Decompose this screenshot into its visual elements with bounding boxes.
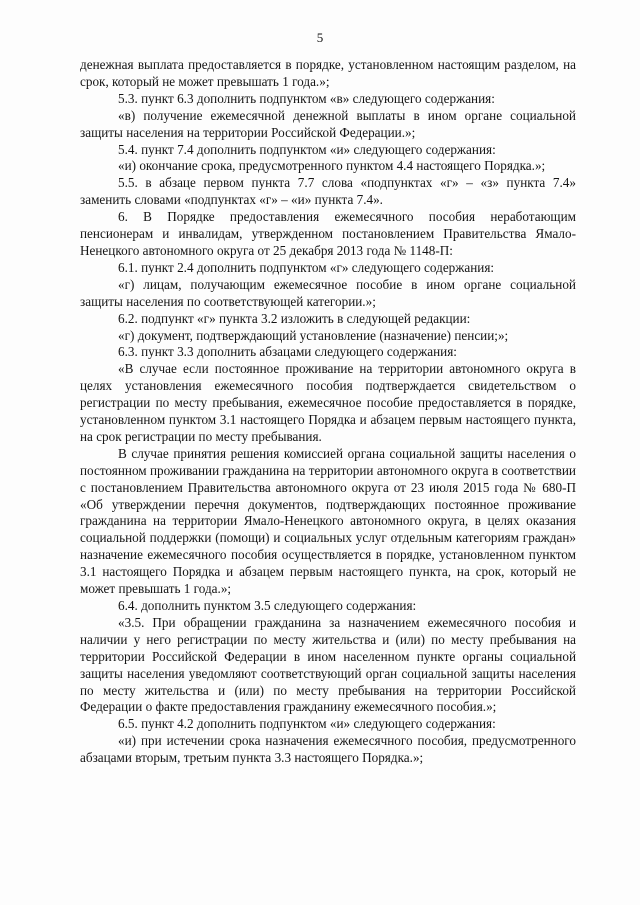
paragraph: 5.3. пункт 6.3 дополнить подпунктом «в» следующего содержания: xyxy=(118,90,495,106)
paragraph: 5.4. пункт 7.4 дополнить подпунктом «и» следующего содержания: xyxy=(118,141,496,157)
paragraph: 6.2. подпункт «г» пункта 3.2 изложить в следующей редакции: xyxy=(118,310,471,326)
document-body xyxy=(80,57,576,767)
paragraph: «В случае если постоянное проживание на территории автономного округа в целях установления ежемесячного пособия подтверждается свидетельством о регистрации по месту пребывания, ежемесячное пособие предоставляется в порядке, установленном пунктом 3.1 настоящего Порядка и абзацем первым настоящего пункта, на срок регистрации по месту пребывания. xyxy=(80,361,576,444)
paragraph: 6.5. пункт 4.2 дополнить подпунктом «и» следующего содержания: xyxy=(118,716,496,732)
paragraph: 6. В Порядке предоставления ежемесячного пособия неработающим пенсионерам и инвалидам, утвержденном постановлением Правительства Ямало-Ненецкого автономного округа от 25 декабря 2013 года № 1148-П: xyxy=(80,209,576,258)
paragraph: «и) окончание срока, предусмотренного пунктом 4.4 настоящего Порядка.»; xyxy=(118,158,546,174)
paragraph: денежная выплата предоставляется в порядке, установленном настоящим разделом, на срок, который не может превышать 1 года.»; xyxy=(80,57,576,89)
paragraph: «и) при истечении срока назначения ежемесячного пособия, предусмотренного абзацами вторым, третьим пункта 3.3 настоящего Порядка.»; xyxy=(80,733,576,766)
paragraph: «3.5. При обращении гражданина за назначением ежемесячного пособия и наличии у него регистрации по месту жительства и (или) по месту пребывания на территории Российской Федерации в ином населенном пункте органы социальной защиты населения уведомляют соответствующий орган социальной защиты населения по месту жительства и (или) по месту пребывания на территории Российской Федерации о факте предоставления гражданину ежемесячного пособия.»; xyxy=(80,614,576,715)
paragraph: 6.1. пункт 2.4 дополнить подпунктом «г» следующего содержания: xyxy=(118,259,495,275)
paragraph: В случае принятия решения комиссией органа социальной защиты населения о постоянном проживании гражданина на территории автономного округа в соответствии с постановлением Правительства автономного округа от 23 июля 2015 года № 680-П «Об утверждении перечня документов, подтверждающих постоянное проживание гражданина на территории Ямало-Ненецкого автономного округа, в целях оказания социальной поддержки (помощи) и социальных услуг отдельным категориям граждан» назначение ежемесячного пособия осуществляется в порядке, установленном пунктом 3.1 настоящего Порядка и абзацем первым настоящего пункта, на срок, который не может превышать 1 года.»; xyxy=(80,445,576,597)
page-number: 5 xyxy=(316,30,324,45)
paragraph: 5.5. в абзаце первом пункта 7.7 слова «подпунктах «г» – «з» пункта 7.4» заменить словами «подпунктах «г» – «и» пункта 7.4». xyxy=(80,175,576,208)
paragraph: «г) документ, подтверждающий установление (назначение) пенсии;»; xyxy=(118,327,509,343)
paragraph: 6.3. пункт 3.3 дополнить абзацами следующего содержания: xyxy=(118,344,457,360)
paragraph: «г) лицам, получающим ежемесячное пособие в ином органе социальной защиты населения по соответствующей категории.»; xyxy=(80,276,576,309)
paragraph: «в) получение ежемесячной денежной выплаты в ином органе социальной защиты населения на территории Российской Федерации.»; xyxy=(80,107,576,140)
paragraph: 6.4. дополнить пунктом 3.5 следующего содержания: xyxy=(118,598,417,613)
